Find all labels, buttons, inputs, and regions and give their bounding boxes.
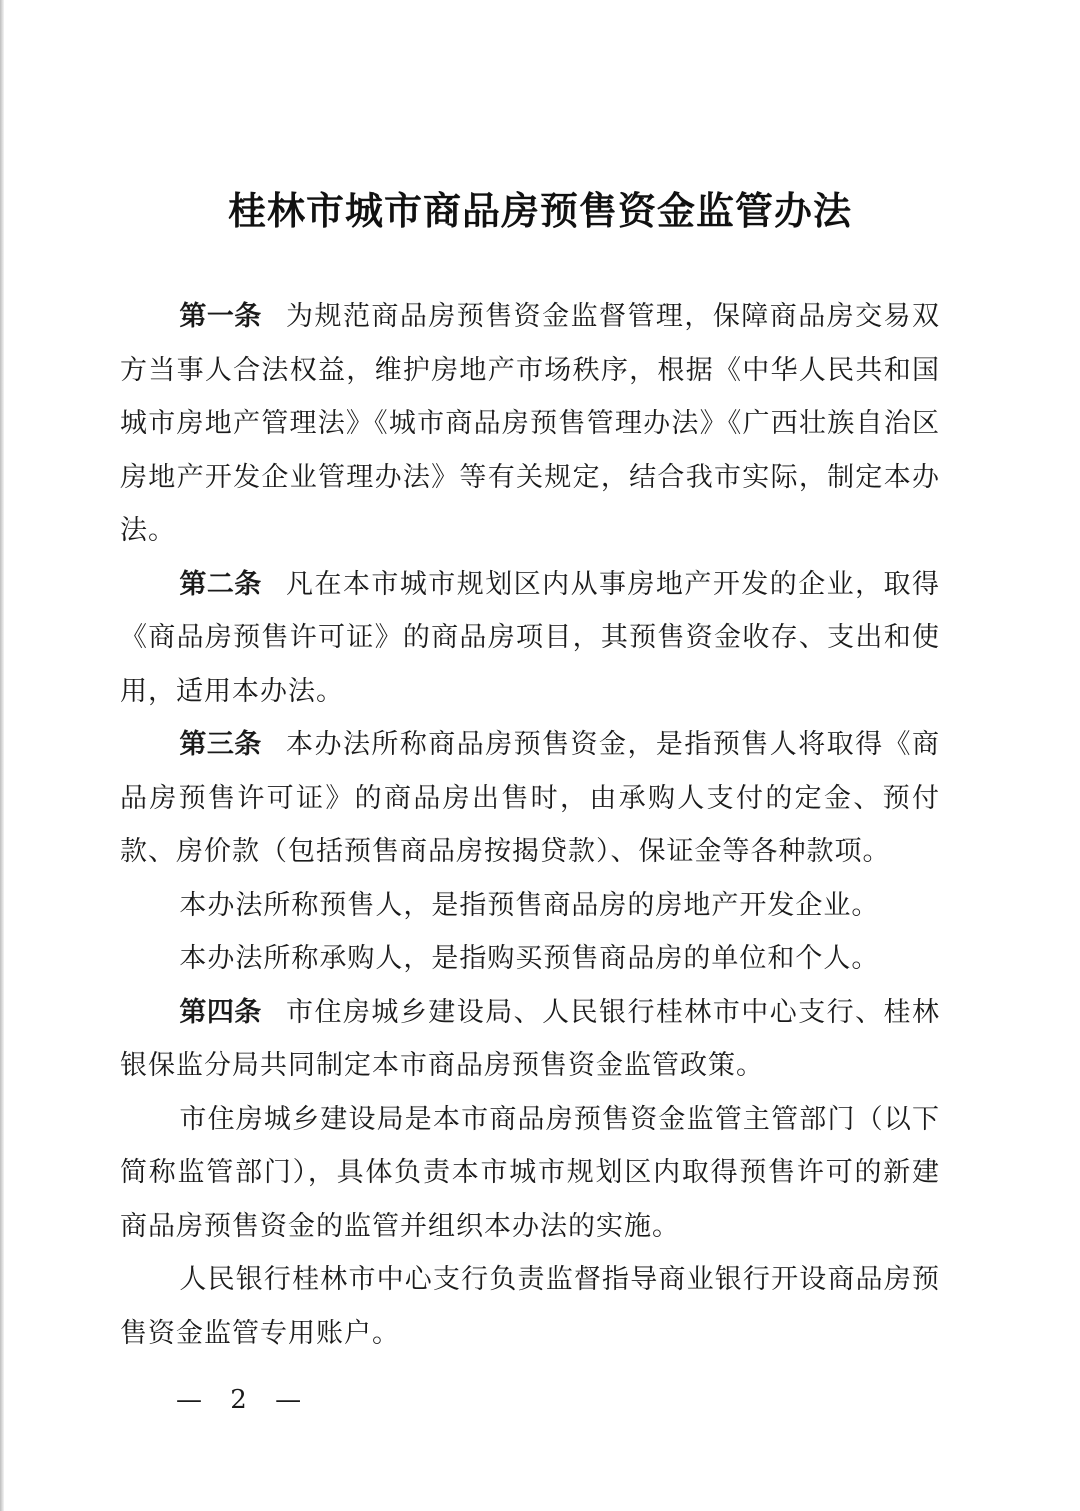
paragraph-presale-definition [120, 879, 940, 933]
paragraph-text: 人民银行桂林市中心支行负责监督指导商业银行开设商品房预售资金监管专用账户。 [120, 1264, 940, 1349]
paragraph-text: 本办法所称承购人，是指购买预售商品房的单位和个人。 [179, 943, 880, 974]
paragraph-buyer-definition [120, 932, 940, 986]
paragraph-article-4 [120, 986, 940, 1093]
document-title: 桂林市城市商品房预售资金监管办法 [227, 189, 852, 233]
article-label: 第一条 [179, 301, 262, 332]
paragraph-text: 本办法所称预售人，是指预售商品房的房地产开发企业。 [179, 889, 880, 921]
article-label: 第三条 [179, 729, 262, 760]
paragraph-text: 市住房城乡建设局是本市商品房预售资金监管主管部门（以下简称监管部门），具体负责本市城市规划区内取得预售许可的新建商品房预售资金的监管并组织本办法的实施。 [120, 1103, 940, 1242]
paragraph-text: 凡在本市城市规划区内从事房地产开发的企业，取得《商品房预售许可证》的商品房项目，其预售资金收存、支出和使用，适用本办法。 [120, 568, 941, 707]
article-label: 第四条 [179, 996, 262, 1028]
paragraph-article-2 [120, 558, 940, 719]
article-label: 第二条 [179, 568, 262, 600]
paragraph-text: 市住房城乡建设局、人民银行桂林市中心支行、桂林银保监分局共同制定本市商品房预售资金监管政策。 [120, 996, 941, 1081]
paragraph-text: 本办法所称商品房预售资金，是指预售人将取得《商品房预售许可证》的商品房出售时，由承购人支付的定金、预付款、房价款（包括预售商品房按揭贷款）、保证金等各种款项。 [120, 729, 941, 867]
paragraph-supervision-dept [120, 1093, 940, 1254]
paragraph-text: 为规范商品房预售资金监督管理，保障商品房交易双方当事人合法权益，维护房地产市场秩序，根据《中华人民共和国城市房地产管理法》《城市商品房预售管理办法》《广西壮族自治区房地产开发企业管理办法》等有关规定，结合我市实际，制定本办法。 [120, 301, 941, 546]
page-number: — 2 — [176, 1385, 312, 1415]
paragraph-article-3 [120, 718, 940, 879]
paragraph-pboc-role [120, 1253, 940, 1360]
paragraph-article-1 [120, 290, 940, 558]
document-body [120, 290, 940, 1360]
